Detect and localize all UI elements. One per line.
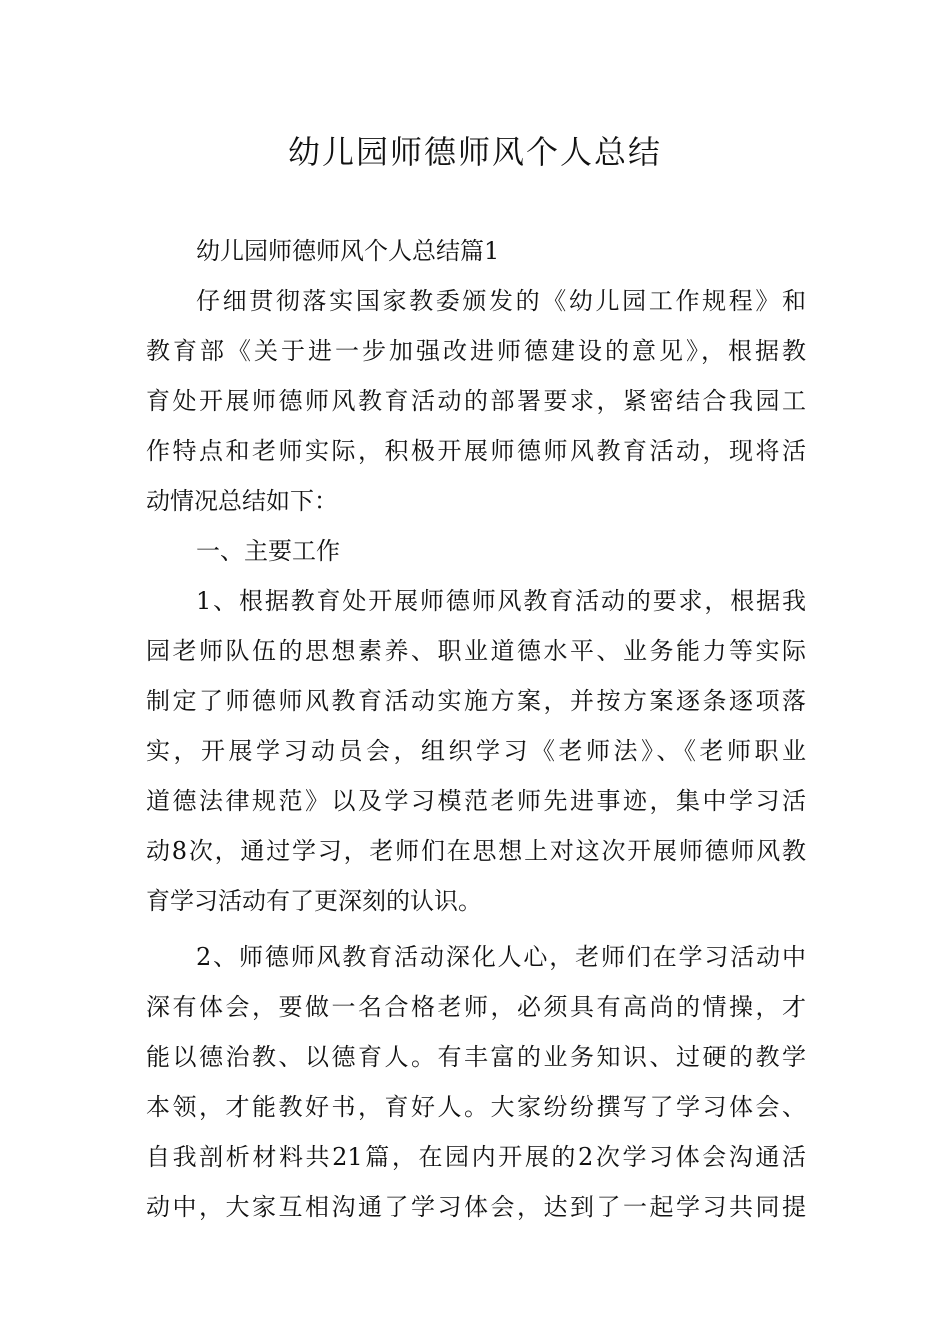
text-line: 作特点和老师实际，积极开展师德师风教育活动，现将活 [146,437,806,465]
text-line: 园老师队伍的思想素养、职业道德水平、业务能力等实际 [146,637,806,665]
text-line: 动8次，通过学习，老师们在思想上对这次开展师德师风教 [146,837,806,865]
text-line: 制定了师德师风教育活动实施方案，并按方案逐条逐项落 [146,687,806,715]
text-line: 道德法律规范》以及学习模范老师先进事迹，集中学习活 [146,787,806,815]
text-line: 能以德治教、以德育人。有丰富的业务知识、过硬的教学 [146,1043,806,1071]
text-line: 动情况总结如下： [146,487,338,515]
text-line: 实，开展学习动员会，组织学习《老师法》、《老师职业 [146,737,806,765]
text-line: 1、根据教育处开展师德师风教育活动的要求，根据我 [196,587,806,615]
text-line: 深有体会，要做一名合格老师，必须具有高尚的情操，才 [146,993,806,1021]
text-line: 2、师德师风教育活动深化人心，老师们在学习活动中 [196,943,806,971]
text-line: 育学习活动有了更深刻的认识。 [146,887,482,915]
text-line: 本领，才能教好书，育好人。大家纷纷撰写了学习体会、 [146,1093,806,1121]
document-body [146,226,806,1232]
text-line: 幼儿园师德师风个人总结篇1 [196,237,500,265]
document-title: 幼儿园师德师风个人总结 [287,133,662,171]
text-line: 育处开展师德师风教育活动的部署要求，紧密结合我园工 [146,387,806,415]
text-line: 教育部《关于进一步加强改进师德建设的意见》，根据教 [146,337,806,365]
text-line: 一、主要工作 [196,537,340,565]
text-line: 自我剖析材料共21篇，在园内开展的2次学习体会沟通活 [146,1143,806,1171]
text-line: 动中，大家互相沟通了学习体会，达到了一起学习共同提 [146,1193,806,1221]
text-line: 仔细贯彻落实国家教委颁发的《幼儿园工作规程》和 [196,287,806,315]
